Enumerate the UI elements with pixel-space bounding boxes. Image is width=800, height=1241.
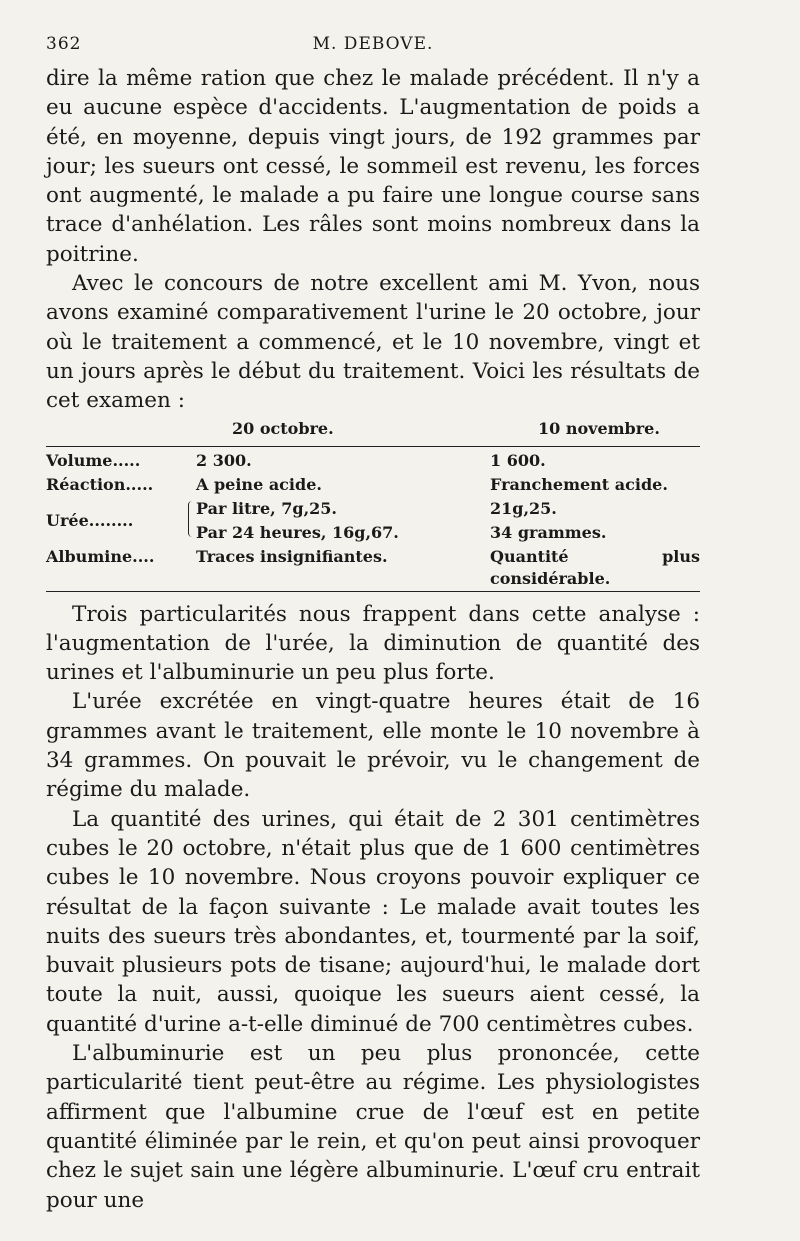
cell-oct: Par 24 heures, 16g,67. bbox=[196, 522, 399, 542]
paragraph-1: dire la même ration que chez le malade précédent. Il n'y a eu aucune espèce d'accidents. L'augmentation de poids a été, en moyenne, depuis vingt jours, de 192 grammes par jour; les sueurs ont cessé, le sommeil est revenu, les forces ont augmenté, le malade a pu faire une longue course sans trace d'anhélation. Les râles sont moins nombreux dans la poitrine. bbox=[46, 66, 700, 267]
paragraph-4: L'urée excrétée en vingt-quatre heures était de 16 grammes avant le traitement, elle monte le 10 novembre à 34 grammes. On pouvait le prévoir, vu le changement de régime du malade. bbox=[46, 689, 700, 803]
page-number: 362 bbox=[46, 34, 82, 54]
body-text bbox=[46, 64, 700, 1215]
col-header-oct: 20 octobre. bbox=[232, 418, 334, 438]
paragraph-3: Trois particularités nous frappent dans cette analyse : l'augmentation de l'urée, la diminution de quantité des urines et l'albuminurie un peu plus forte. bbox=[46, 601, 700, 686]
running-title: M. DEBOVE. bbox=[312, 34, 434, 54]
cell-oct: Par litre, 7g,25. bbox=[196, 498, 337, 518]
cell-nov: Franchement acide. bbox=[490, 474, 668, 494]
cell-oct: Traces insignifiantes. bbox=[196, 546, 388, 566]
row-label: Volume..... bbox=[46, 450, 141, 470]
row-label: Albumine.... bbox=[46, 546, 155, 566]
table-row bbox=[46, 497, 700, 521]
cell-oct: A peine acide. bbox=[196, 474, 322, 494]
cell-nov: 1 600. bbox=[490, 450, 546, 470]
table-row bbox=[46, 545, 700, 592]
paragraph-2: Avec le concours de notre excellent ami M. Yvon, nous avons examiné comparativement l'urine le 20 octobre, jour où le traitement a commencé, et le 10 novembre, vingt et un jours après le début du traitement. Voici les résultats de cet examen : bbox=[46, 271, 700, 414]
cell-nov: 34 grammes. bbox=[490, 522, 607, 542]
row-label: Urée........ bbox=[46, 497, 196, 545]
page-header bbox=[46, 30, 700, 64]
cell-nov: Quantité plus considérable. bbox=[490, 546, 700, 588]
table-header-row bbox=[46, 416, 700, 447]
book-page bbox=[46, 30, 700, 1215]
paragraph-6: L'albuminurie est un peu plus prononcée, cette particularité tient peut-être au régime. Les physiologistes affirment que l'albumine crue de l'œuf est en petite quantité éliminée par le rein, et qu'on peut ainsi provoquer chez le sujet sain une légère albuminurie. L'œuf cru entrait pour une bbox=[46, 1041, 700, 1213]
results-table bbox=[46, 416, 700, 594]
row-label: Réaction..... bbox=[46, 474, 154, 494]
cell-oct: 2 300. bbox=[196, 450, 252, 470]
table-row bbox=[46, 473, 700, 497]
col-header-nov: 10 novembre. bbox=[538, 418, 660, 438]
table-row bbox=[46, 449, 700, 473]
cell-nov: 21g,25. bbox=[490, 498, 557, 518]
paragraph-5: La quantité des urines, qui était de 2 301 centimètres cubes le 20 octobre, n'était plus que de 1 600 centimètres cubes le 10 novembre. Nous croyons pouvoir expliquer ce résultat de la façon suivante : Le malade avait toutes les nuits des sueurs très abondantes, et, tourmenté par la soif, buvait plusieurs pots de tisane; aujourd'hui, le malade dort toute la nuit, aussi, quoique les sueurs aient cessé, la quantité d'urine a-t-elle diminué de 700 centimètres cubes. bbox=[46, 806, 700, 1037]
